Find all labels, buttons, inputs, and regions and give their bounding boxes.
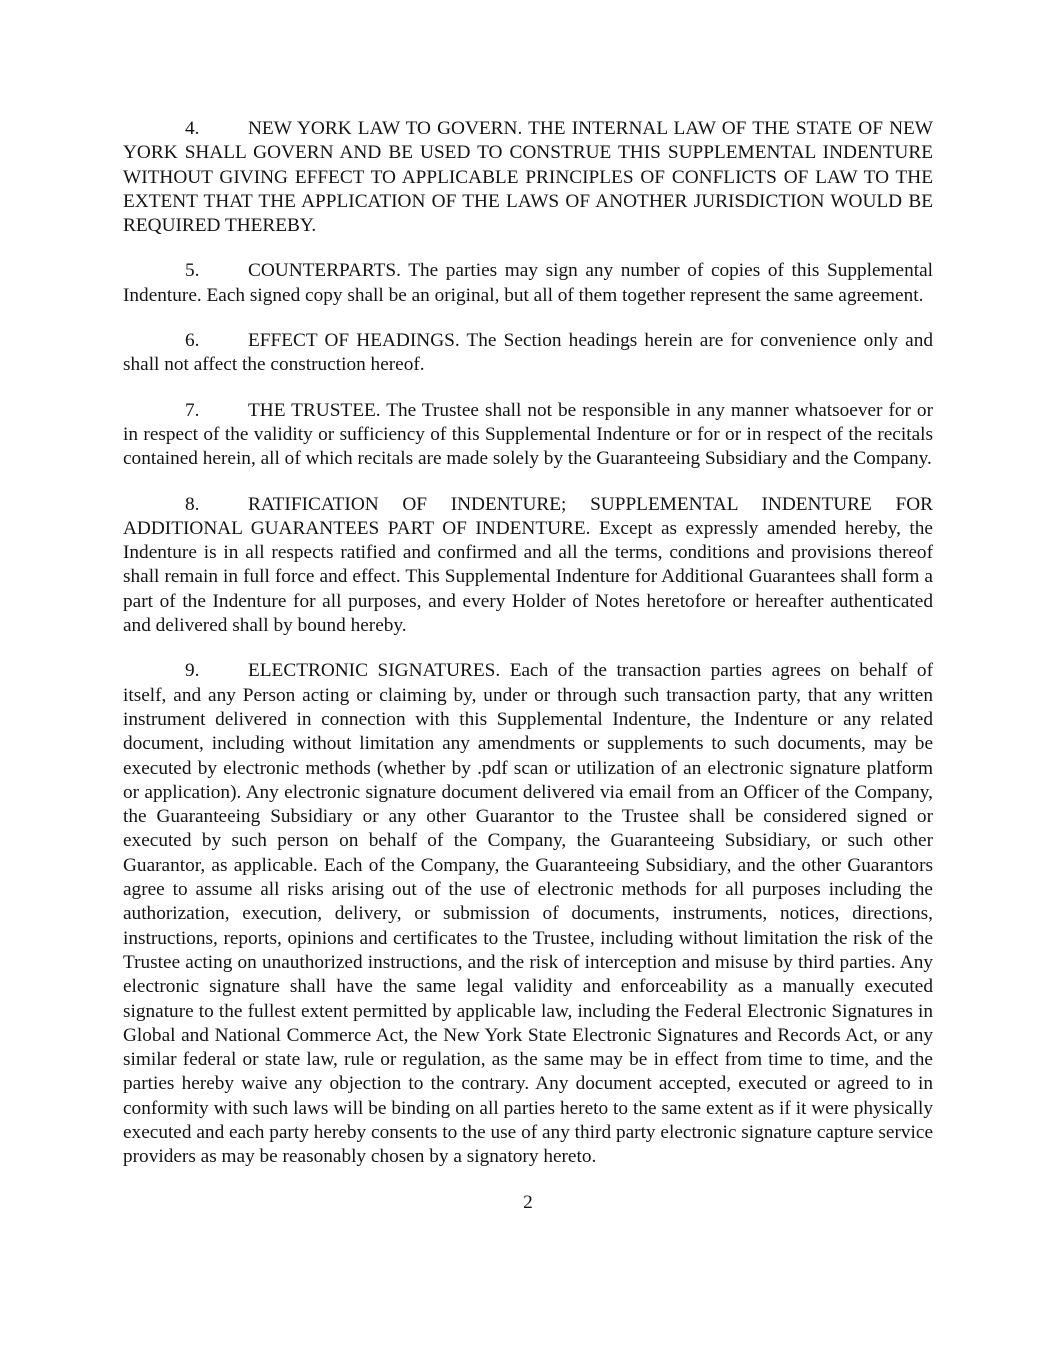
- paragraph-section-5: [123, 259, 933, 308]
- page-number: 2: [523, 1191, 533, 1213]
- paragraph-section-8: [123, 493, 933, 639]
- paragraph-section-9: [123, 659, 933, 1169]
- section-number: 7.: [185, 399, 200, 421]
- paragraph-section-7: [123, 399, 933, 472]
- section-text: COUNTERPARTS. The parties may sign any number of copies of this Supplemental Indenture. Each signed copy shall be an original, but all of them together represent the same agreement.: [123, 260, 933, 306]
- section-text: THE TRUSTEE. The Trustee shall not be responsible in any manner whatsoever for or in respect of the validity or sufficiency of this Supplemental Indenture or for or in respect of the recitals contained herein, all of which recitals are made solely by the Guaranteeing Subsidiary and the Company.: [123, 399, 933, 470]
- section-number: 9.: [185, 660, 200, 682]
- section-text: RATIFICATION OF INDENTURE; SUPPLEMENTAL INDENTURE FOR ADDITIONAL GUARANTEES PART OF INDENTURE. Except as expressly amended hereby, the Indenture is in all respects ratified and confirmed and all the terms, conditions and provisions thereof shall remain in full force and effect. This Supplemental Indenture for Additional Guarantees shall form a part of the Indenture for all purposes, and every Holder of Notes heretofore or hereafter authenticated and delivered shall by bound hereby.: [123, 493, 933, 637]
- paragraph-section-6: [123, 329, 933, 378]
- paragraph-section-4: [123, 117, 933, 238]
- section-number: 4.: [185, 118, 200, 139]
- section-number: 6.: [185, 330, 200, 352]
- section-text: EFFECT OF HEADINGS. The Section headings herein are for convenience only and shall not affect the construction hereof.: [123, 330, 933, 376]
- section-text: ELECTRONIC SIGNATURES. Each of the transaction parties agrees on behalf of itself, and any Person acting or claiming by, under or through such transaction party, that any written instrument delivered in connection with this Supplemental Indenture, the Indenture or any related document, including without limitation any amendments or supplements to such documents, may be executed by electronic methods (whether by .pdf scan or utilization of an electronic signature platform or application). Any electronic signature document delivered via email from an Officer of the Company, the Guaranteeing Subsidiary or any other Guarantor to the Trustee shall be considered signed or executed by such person on behalf of the Company, the Guaranteeing Subsidiary, or such other Guarantor, as applicable. Each of the Company, the Guaranteeing Subsidiary, and the other Guarantors agree to assume all risks arising out of the use of electronic methods for all purposes including the authorization, execution, delivery, or submission of documents, instruments, notices, directions, instructions, reports, opinions and certificates to the Trustee, including without limitation the risk of the Trustee acting on unauthorized instructions, and the risk of interception and misuse by third parties. Any electronic signature shall have the same legal validity and enforceability as a manually executed signature to the fullest extent permitted by applicable law, including the Federal Electronic Signatures in Global and National Commerce Act, the New York State Electronic Signatures and Records Act, or any similar federal or state law, rule or regulation, as the same may be in effect from time to time, and the parties hereby waive any objection to the contrary. Any document accepted, executed or agreed to in conformity with such laws will be binding on all parties hereto to the same extent as if it were physically executed and each party hereby consents to the use of any third party electronic signature capture service providers as may be reasonably chosen by a signatory hereto.: [123, 660, 933, 1168]
- section-number: 5.: [185, 260, 200, 282]
- section-number: 8.: [185, 493, 200, 515]
- section-text: NEW YORK LAW TO GOVERN. THE INTERNAL LAW OF THE STATE OF NEW YORK SHALL GOVERN AND BE USED TO CONSTRUE THIS SUPPLEMENTAL INDENTURE WITHOUT GIVING EFFECT TO APPLICABLE PRINCIPLES OF CONFLICTS OF LAW TO THE EXTENT THAT THE APPLICATION OF THE LAWS OF ANOTHER JURISDICTION WOULD BE REQUIRED THEREBY.: [123, 118, 933, 237]
